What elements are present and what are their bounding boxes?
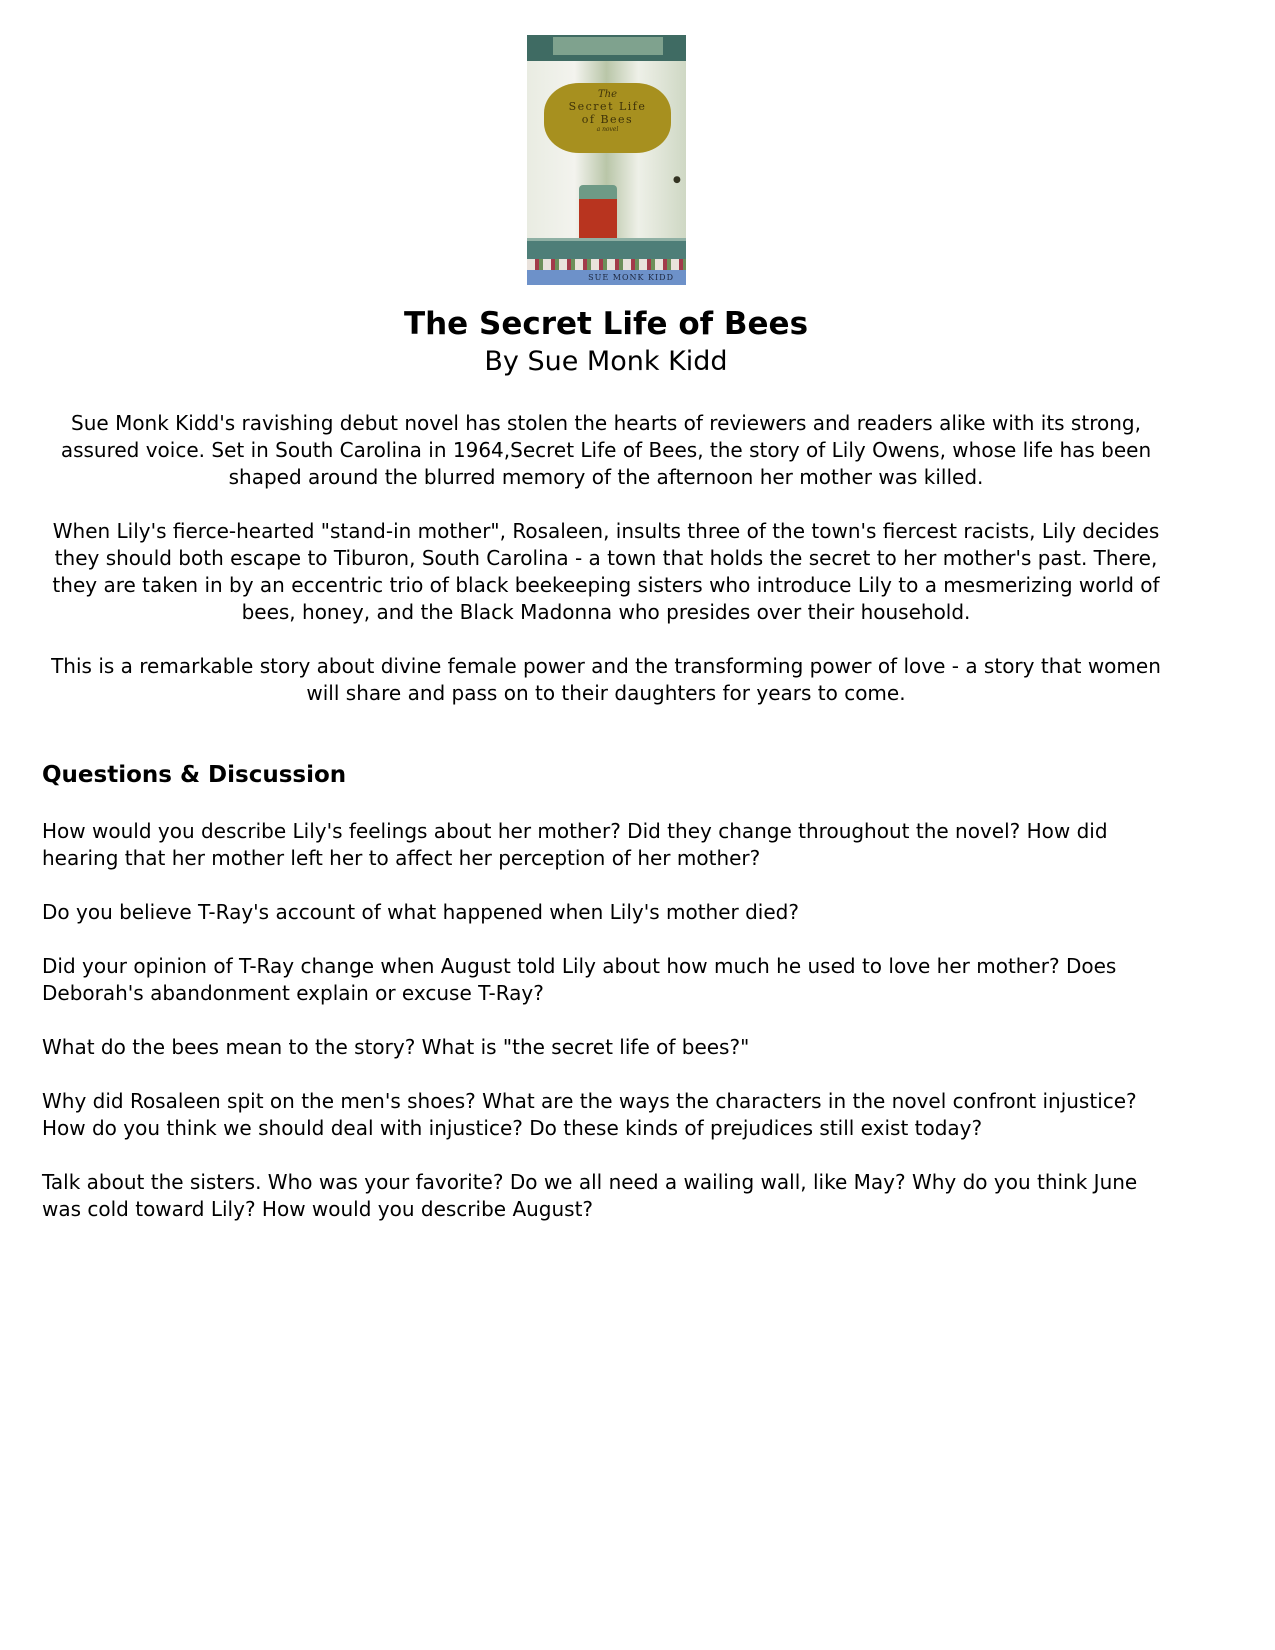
question-item: What do the bees mean to the story? What is "the secret life of bees?"	[42, 1035, 750, 1059]
question-item: Talk about the sisters. Who was your favorite? Do we all need a wailing wall, like May? Why do you think June was cold toward Lily? How would you describe August?	[42, 1170, 1138, 1221]
cover-subtitle: a novel	[596, 126, 619, 133]
questions-heading: Questions & Discussion	[42, 762, 347, 788]
question-item: Do you believe T-Ray's account of what happened when Lily's mother died?	[42, 900, 799, 924]
bee-icon: ●	[673, 175, 681, 185]
question-item: Why did Rosaleen spit on the men's shoes? What are the ways the characters in the novel confront injustice? How do you think we should deal with injustice? Do these kinds of prejudices still exist today?	[42, 1089, 1137, 1140]
window-frame	[527, 35, 686, 61]
cover-title-bees: of Bees	[581, 113, 634, 126]
questions-list	[42, 818, 1172, 1250]
cover-title-plaque	[544, 83, 671, 153]
book-cover-image	[527, 35, 686, 285]
question-item: Did your opinion of T-Ray change when August told Lily about how much he used to love her mother? Does Deborah's abandonment explain or excuse T-Ray?	[42, 954, 1117, 1005]
cover-title-the: The	[597, 89, 618, 100]
book-author: By Sue Monk Kidd	[484, 346, 728, 377]
description-paragraph: This is a remarkable story about divine female power and the transforming power of love - a story that women will share and pass on to their daughters for years to come.	[51, 654, 1161, 705]
question-item: How would you describe Lily's feelings about her mother? Did they change throughout the novel? How did hearing that her mother left her to affect her perception of her mother?	[42, 819, 1108, 870]
cover-title-main: Secret Life	[568, 100, 647, 113]
book-title: The Secret Life of Bees	[403, 306, 809, 342]
book-description	[40, 410, 1172, 734]
cover-author: SUE MONK KIDD	[527, 270, 686, 285]
description-paragraph: Sue Monk Kidd's ravishing debut novel has stolen the hearts of reviewers and readers alike with its strong, assured voice. Set in South Carolina in 1964,Secret Life of Bees, the story of Lily Owens, whose life has been shaped around the blurred memory of the afternoon her mother was killed.	[60, 411, 1152, 489]
description-paragraph: When Lily's fierce-hearted "stand-in mother", Rosaleen, insults three of the town's fiercest racists, Lily decides they should both escape to Tiburon, South Carolina - a town that holds the secret to her mother's past. There, they are taken in by an eccentric trio of black beekeeping sisters who introduce Lily to a mesmerizing world of bees, honey, and the Black Madonna who presides over their household.	[52, 519, 1160, 624]
